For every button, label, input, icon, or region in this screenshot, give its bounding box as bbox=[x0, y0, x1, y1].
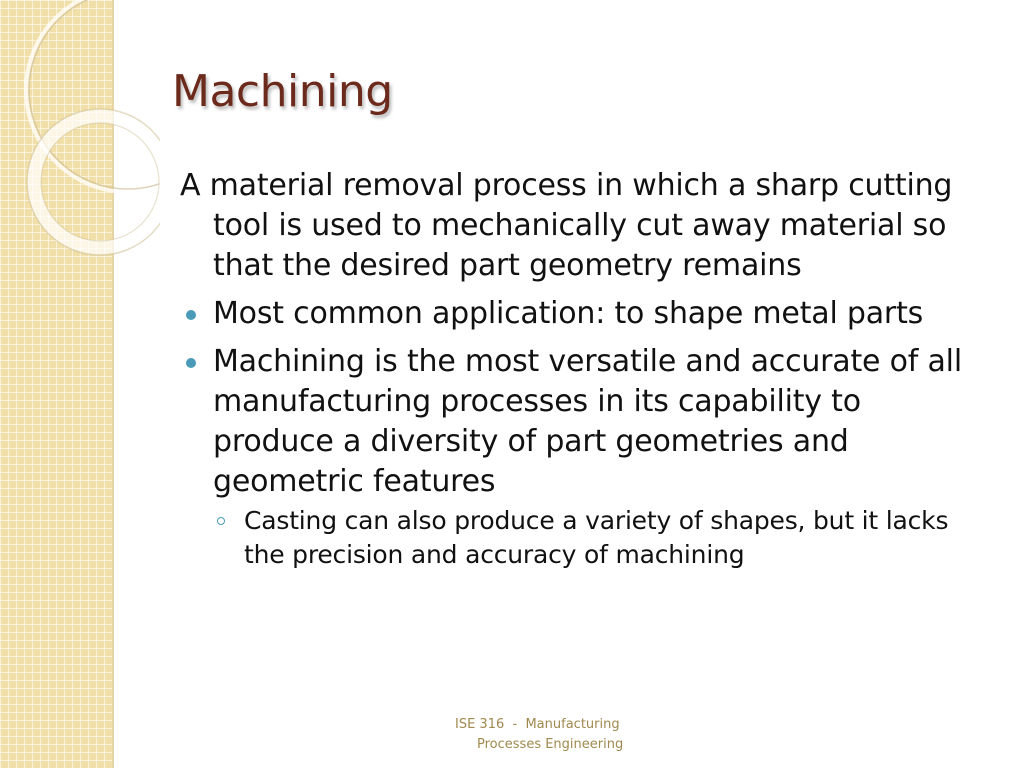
sub-bullet-item bbox=[244, 504, 990, 572]
footer-course-line: ISE 316 - Manufacturing bbox=[455, 717, 620, 732]
bullet-text: Machining is the most versatile and accurate of all manufacturing processes in its capability to produce a diversity of part geometries and geometric features bbox=[213, 344, 962, 499]
decorative-rings bbox=[0, 0, 160, 280]
slide-title: Machining bbox=[172, 66, 393, 117]
bullet-dot-icon bbox=[186, 358, 196, 368]
bullet-item bbox=[180, 342, 990, 502]
bullet-text: Most common application: to shape metal parts bbox=[213, 296, 924, 331]
slide-body bbox=[180, 166, 990, 572]
bullet-dot-icon bbox=[186, 310, 196, 320]
hollow-bullet-icon bbox=[217, 517, 225, 525]
intro-paragraph: A material removal process in which a sharp cutting tool is used to mechanically cut away material so that the desired part geometry remains bbox=[180, 168, 953, 283]
slide-footer bbox=[455, 715, 645, 755]
footer-subtitle-line: Processes Engineering bbox=[477, 737, 624, 752]
sub-bullet-text: Casting can also produce a variety of shapes, but it lacks the precision and accuracy of machining bbox=[244, 506, 949, 569]
bullet-item bbox=[180, 294, 990, 334]
